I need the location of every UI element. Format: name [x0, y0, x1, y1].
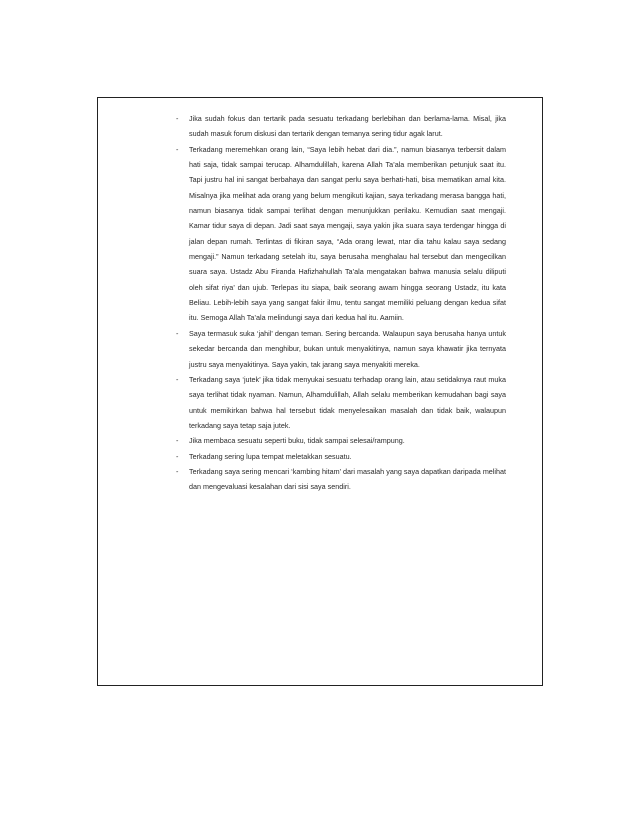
list-item — [176, 111, 506, 142]
list-item — [176, 433, 506, 448]
list-marker: - — [176, 436, 179, 446]
list-item — [176, 449, 506, 464]
list-item-text: Saya termasuk suka ‘jahil’ dengan teman. Sering bercanda. Walaupun saya berusaha hanya untuk sekedar bercanda dan menghibur, bukan untuk menyakitinya, namun saya khawatir jika ternyata justru saya menyakitinya. Saya yakin, tak jarang saya menyakiti mereka. — [189, 328, 506, 369]
list-item — [176, 464, 506, 495]
list-item-text: Jika membaca sesuatu seperti buku, tidak sampai selesai/rampung. — [189, 436, 405, 446]
list-item-text: Terkadang saya ‘jutek’ jika tidak menyukai sesuatu terhadap orang lain, atau setidaknya raut muka saya terlihat tidak nyaman. Namun, Alhamdulillah, Allah selalu memberikan kemudahan bagi saya untuk memikirkan bahwa hal tersebut tidak menyelesaikan masalah dan tidak baik, walaupun terkadang saya tetap saja jutek. — [189, 374, 506, 430]
list-item — [176, 142, 506, 326]
bullet-list — [176, 111, 506, 495]
list-item-text: Jika sudah fokus dan tertarik pada sesuatu terkadang berlebihan dan berlama-lama. Misal, jika sudah masuk forum diskusi dan tertarik dengan temanya sering tidur agak larut. — [189, 114, 506, 139]
list-marker: - — [176, 466, 179, 476]
list-marker: - — [176, 114, 179, 123]
list-item — [176, 372, 506, 433]
list-item-text: Terkadang meremehkan orang lain, “Saya lebih hebat dari dia.”, namun biasanya terbersit dalam hati saja, tidak sampai terucap. Alhamdulillah, karena Allah Ta’ala memberikan petunjuk saat itu. Tapi justru hal ini sangat berbahaya dan sangat perlu saya berhati-hati, bisa mematikan amal kita. Misalnya jika melihat ada orang yang belum mengikuti kajian, saya terkadang merasa bangga hati, namun biasanya tidak sampai terlihat dengan menunjukkan perilaku. Kemudian saat mengaji. Kamar tidur saya di depan. Jadi saat saya mengaji, saya yakin jika suara saya terdengar hingga di jalan depan rumah. Terlintas di fikiran saya, “Ada orang lewat, ntar dia tahu kalau saya sedang mengaji.” Namun terkadang setelah itu, saya berusaha menghalau hal tersebut dan mengecilkan suara saya. Ustadz Abu Firanda Hafizhahullah Ta’ala mengatakan bahwa manusia selalu diliputi oleh sifat riya’ dan ujub. Terlepas itu siapa, baik seorang awam hingga seorang Ustadz, itu kata Beliau. Lebih-lebih saya yang sangat fakir ilmu, tentu sangat memiliki peluang dengan kedua sifat itu. Semoga Allah Ta’ala melindungi saya dari kedua hal itu. Aamiin. — [189, 144, 506, 323]
list-marker: - — [176, 328, 179, 338]
list-marker: - — [176, 451, 179, 461]
list-marker: - — [176, 374, 179, 384]
list-item — [176, 326, 506, 372]
list-item-text: Terkadang saya sering mencari ‘kambing hitam’ dari masalah yang saya dapatkan daripada melihat dan mengevaluasi kesalahan dari sisi saya sendiri. — [189, 466, 506, 492]
list-marker: - — [176, 144, 179, 154]
list-item-text: Terkadang sering lupa tempat meletakkan sesuatu. — [189, 451, 352, 461]
